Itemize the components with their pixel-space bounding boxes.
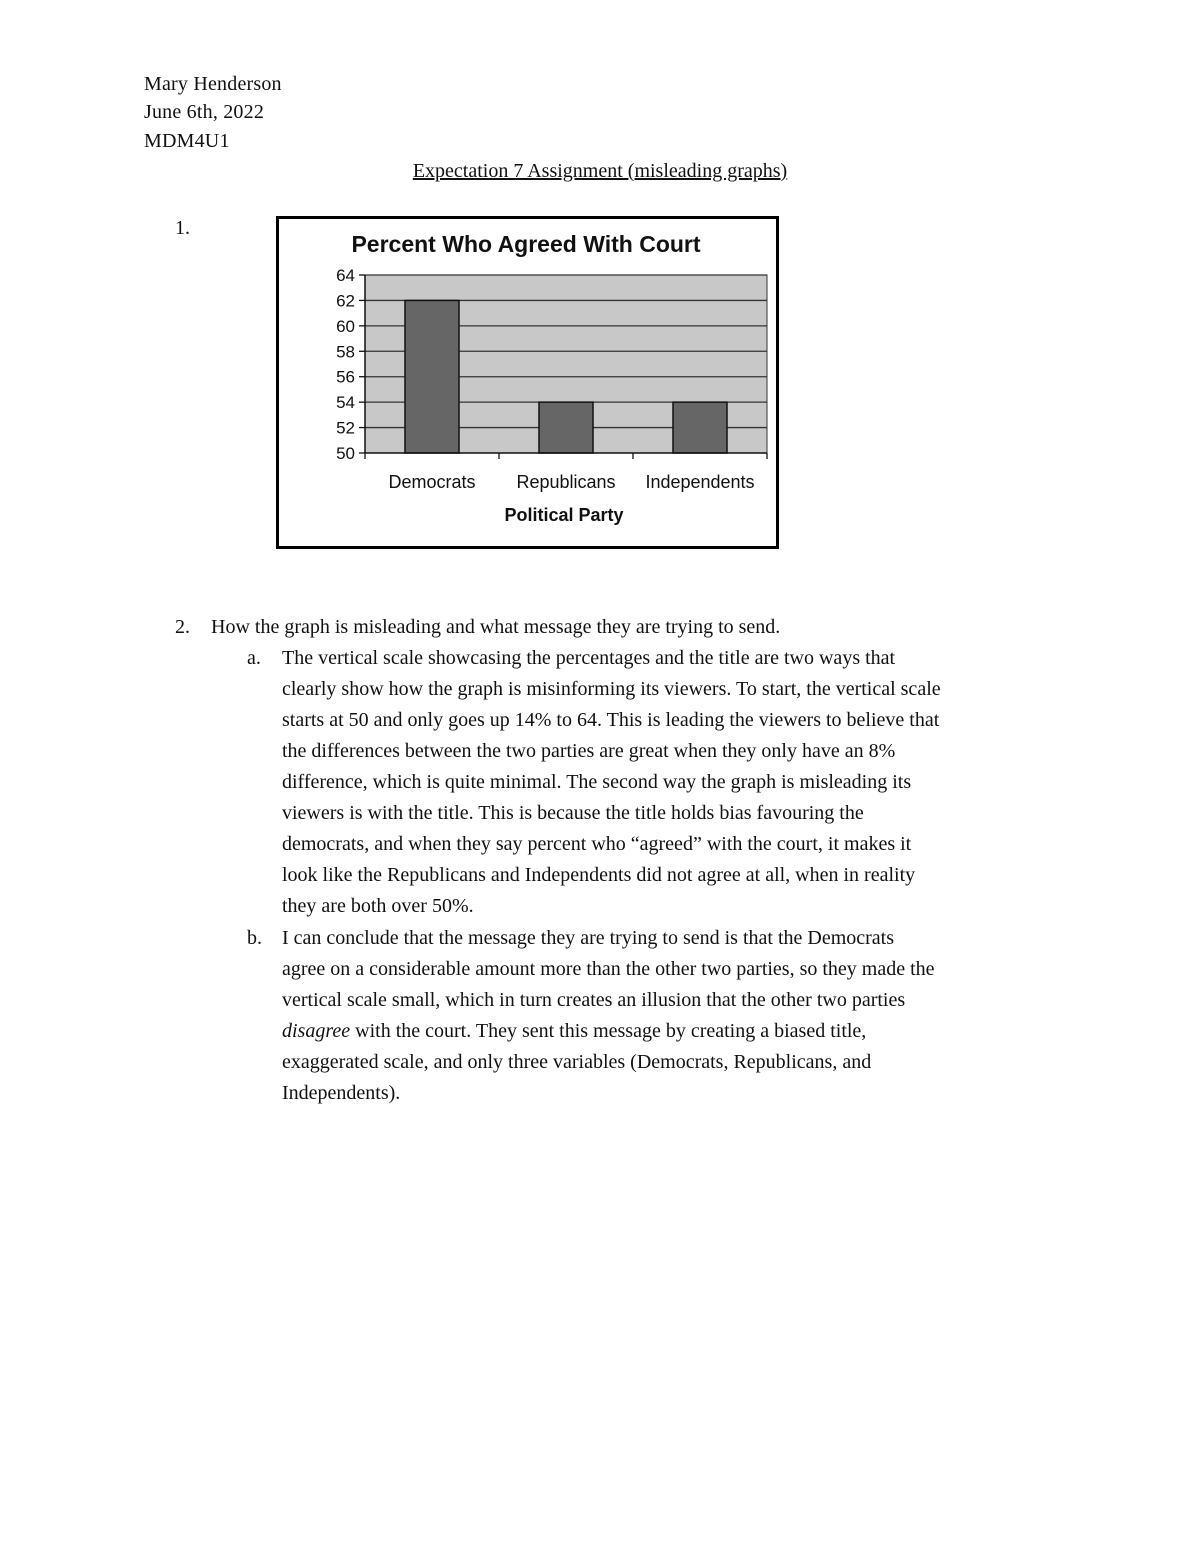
document-title: Expectation 7 Assignment (misleading graphs) [412, 160, 788, 182]
x-tick-label: Independents [645, 472, 755, 492]
answer-b-line [282, 1016, 1082, 1047]
answer-a-line: democrats, and when they say percent who “agreed” with the court, it makes it [282, 833, 912, 855]
bar-democrats [405, 300, 459, 453]
emphasis-disagree: disagree [282, 1020, 351, 1042]
document-date: June 6th, 2022 [144, 101, 265, 123]
question-1-number: 1. [175, 217, 190, 239]
answer-b-paragraph [282, 923, 1082, 1109]
y-tick-label: 64 [336, 266, 355, 285]
x-tick-label: Democrats [388, 472, 476, 492]
y-tick-label: 50 [336, 444, 355, 463]
chart-container [276, 216, 779, 549]
question-2-number: 2. [175, 616, 190, 638]
author-name: Mary Henderson [144, 73, 282, 95]
y-tick-label: 58 [336, 342, 355, 362]
y-tick-label: 52 [336, 418, 355, 438]
answer-a-line: the differences between the two parties are great when they only have an 8% [282, 740, 896, 762]
y-tick-label: 56 [336, 367, 355, 387]
y-tick-label: 62 [336, 291, 355, 311]
bar-republicans [539, 402, 593, 453]
answer-a-line: clearly show how the graph is misinforming its viewers. To start, the vertical scale [282, 678, 941, 700]
answer-a-line: they are both over 50%. [282, 895, 474, 917]
answer-b-line-rest: with the court. They sent this message by creating a biased title, [350, 1020, 867, 1042]
bar-independents [673, 402, 727, 453]
bar-chart [276, 216, 779, 549]
answer-a-line: starts at 50 and only goes up 14% to 64. This is leading the viewers to believe that [282, 709, 940, 731]
answer-b-line: I can conclude that the message they are trying to send is that the Democrats [282, 927, 895, 949]
answer-b-line: vertical scale small, which in turn creates an illusion that the other two parties [282, 989, 906, 1011]
y-tick-label: 54 [336, 393, 355, 413]
question-2-prompt: How the graph is misleading and what message they are trying to send. [211, 616, 781, 638]
answer-b-marker: b. [247, 927, 262, 949]
answer-b-line: exaggerated scale, and only three variables (Democrats, Republicans, and [282, 1051, 872, 1073]
answer-a-line: look like the Republicans and Independents did not agree at all, when in reality [282, 864, 916, 886]
y-tick-label: 60 [336, 316, 355, 336]
answer-b-line: agree on a considerable amount more than the other two parties, so they made the [282, 958, 935, 980]
answer-a-line: The vertical scale showcasing the percentages and the title are two ways that [282, 647, 896, 669]
x-axis-label: Political Party [504, 505, 624, 525]
answer-a-line: difference, which is quite minimal. The second way the graph is misleading its [282, 771, 912, 793]
course-code: MDM4U1 [144, 130, 230, 152]
x-tick-label: Republicans [516, 472, 616, 492]
answer-b-line: Independents). [282, 1082, 401, 1104]
answer-a-paragraph [282, 643, 1082, 922]
answer-a-line: viewers is with the title. This is because the title holds bias favouring the [282, 802, 864, 824]
answer-a-marker: a. [247, 647, 261, 669]
chart-title: Percent Who Agreed With Court [351, 231, 701, 257]
